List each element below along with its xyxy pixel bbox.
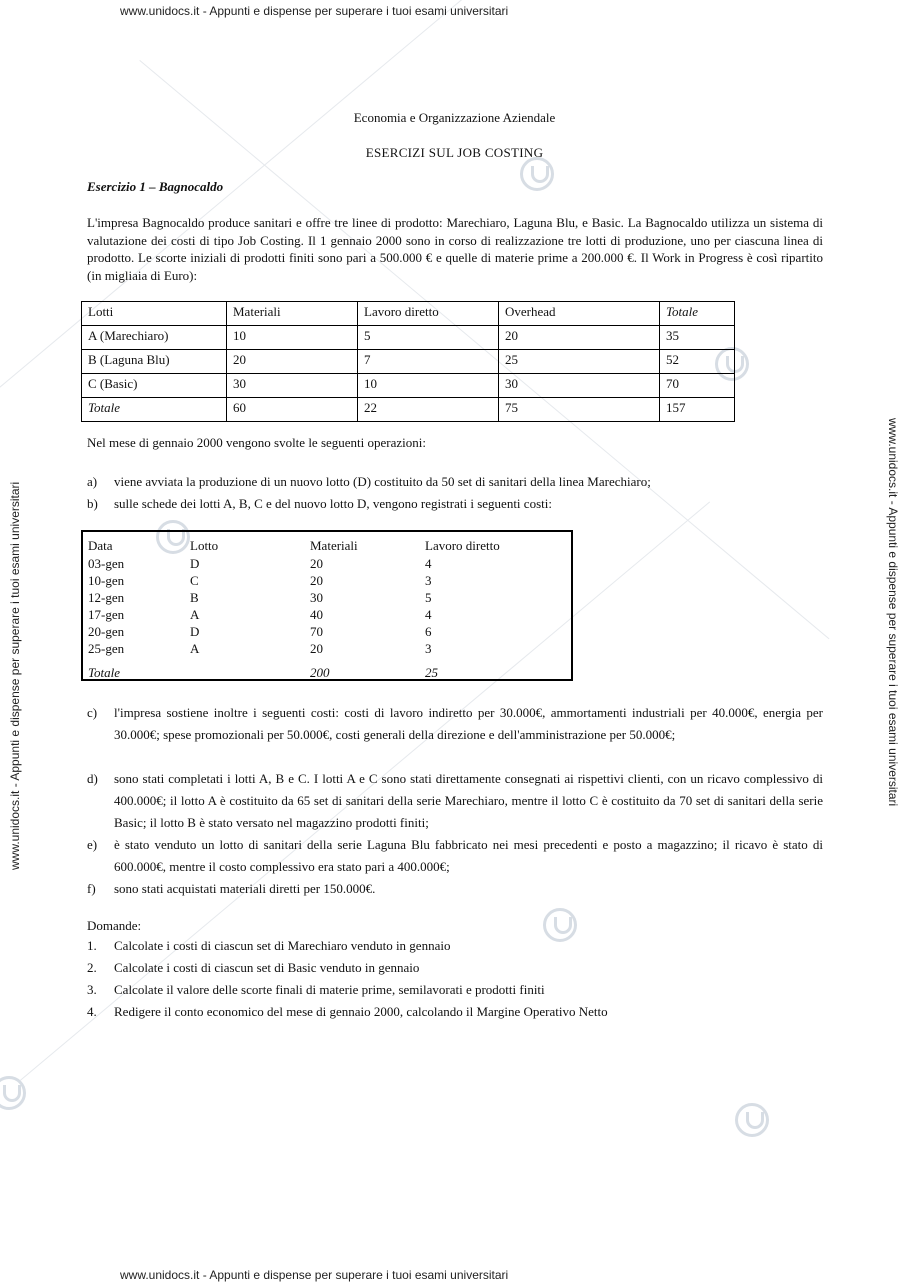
table-cell: 70: [660, 374, 735, 398]
question-number: 4.: [87, 1004, 97, 1019]
table-cell: 10: [358, 374, 499, 398]
table-cell: 10: [227, 326, 358, 350]
header-cell: Lotti: [82, 302, 227, 326]
question-text: Redigere il conto economico del mese di gennaio 2000, calcolando il Margine Operativo Netto: [114, 1004, 608, 1019]
table-row: [82, 374, 735, 398]
table-cell: 20-gen: [88, 624, 125, 639]
table-cell: 60: [227, 398, 358, 422]
table-cell: 75: [499, 398, 660, 422]
table-cell: 4: [425, 607, 432, 622]
header-cell: Lotto: [190, 538, 219, 553]
table-row: [83, 590, 571, 607]
list-item-text: è stato venduto un lotto di sanitari della serie Laguna Blu fabbricato nei mesi precedenti e posto a magazzino; il ricavo è stato di 600.000€, mentre il costo complessivo era stato pari a 400.000€;: [114, 837, 823, 874]
table-cell: 4: [425, 556, 432, 571]
list-item-text: l'impresa sostiene inoltre i seguenti costi: costi di lavoro indiretto per 30.000€, ammortamenti industriali per 40.000€, energia per 30.000€; spese promozionali per 50.000€, costi generali della direzione e dell'amministrazione per 50.000€;: [114, 705, 823, 742]
questions-heading: Domande:: [87, 918, 142, 933]
watermark-logo-icon: [735, 1103, 769, 1137]
table-cell: 35: [660, 326, 735, 350]
list-item-text: sono stati completati i lotti A, B e C. I lotti A e C sono stati direttamente consegnati ai rispettivi clienti, con un ricavo complessivo di 400.000€; il lotto A è costituito da 65 set di sanitari della serie Marechiaro, mentre il lotto C è costituito da 70 set di sanitari della serie Basic; il lotto B è stato versato nel magazzino prodotti finiti;: [114, 771, 823, 830]
table-cell: 25: [425, 665, 438, 680]
page-title: ESERCIZI SUL JOB COSTING: [365, 145, 544, 160]
table-cell: 10-gen: [88, 573, 125, 588]
table-cell: A (Marechiaro): [82, 326, 227, 350]
table-cell: 22: [358, 398, 499, 422]
table-cell: 20: [227, 350, 358, 374]
header-cell: Materiali: [227, 302, 358, 326]
table-cell: 6: [425, 624, 432, 639]
list-item-label: a): [87, 474, 98, 489]
table-cell: 3: [425, 573, 432, 588]
table-cell: 3: [425, 641, 432, 656]
table-cell: 03-gen: [88, 556, 125, 571]
header-cell: Lavoro diretto: [425, 538, 500, 553]
cost-table: [81, 530, 573, 681]
table-cell: D: [190, 556, 200, 571]
table-cell: 20: [310, 556, 323, 571]
table-row: [83, 641, 571, 658]
table-cell: A: [190, 641, 200, 656]
header-cell: Lavoro diretto: [358, 302, 499, 326]
table-cell: 17-gen: [88, 607, 125, 622]
question-text: Calcolate i costi di ciascun set di Basic venduto in gennaio: [114, 960, 420, 975]
table-cell: A: [190, 607, 200, 622]
header-cell: Overhead: [499, 302, 660, 326]
watermark-logo-icon: [0, 1076, 26, 1110]
table-cell: 5: [425, 590, 432, 605]
table-cell: 200: [310, 665, 330, 680]
table-cell: D: [190, 624, 200, 639]
table-cell: 157: [660, 398, 735, 422]
question-number: 2.: [87, 960, 97, 975]
table-row: [83, 607, 571, 624]
table-cell: 52: [660, 350, 735, 374]
watermark-top: www.unidocs.it - Appunti e dispense per superare i tuoi esami universitari: [120, 4, 509, 18]
table-cell: 20: [310, 641, 323, 656]
list-item-text: viene avviata la produzione di un nuovo lotto (D) costituito da 50 set di sanitari della linea Marechiaro;: [114, 474, 651, 489]
table-cell: 20: [499, 326, 660, 350]
table-cell: C (Basic): [82, 374, 227, 398]
exercise-title: Esercizio 1 – Bagnocaldo: [87, 179, 224, 194]
table-cell: B (Laguna Blu): [82, 350, 227, 374]
table-cell: 40: [310, 607, 323, 622]
wip-table: [81, 301, 735, 422]
header-cell: Materiali: [310, 538, 358, 553]
table-row: [83, 624, 571, 641]
table-cell: 30: [227, 374, 358, 398]
watermark-bottom: www.unidocs.it - Appunti e dispense per superare i tuoi esami universitari: [120, 1268, 509, 1282]
table-total-row: [83, 665, 571, 682]
table-cell: Totale: [88, 665, 121, 680]
list-item-text: sulle schede dei lotti A, B, C e del nuovo lotto D, vengono registrati i seguenti costi:: [114, 496, 552, 511]
table-cell: B: [190, 590, 199, 605]
table-header-row: [82, 302, 735, 326]
watermark-logo-icon: [520, 157, 554, 191]
table-cell: 70: [310, 624, 323, 639]
question-text: Calcolate i costi di ciascun set di Marechiaro venduto in gennaio: [114, 938, 451, 953]
table-row: [82, 350, 735, 374]
table-cell: 30: [499, 374, 660, 398]
header-cell: Data: [88, 538, 113, 553]
table-cell: 30: [310, 590, 323, 605]
list-item-label: f): [87, 881, 96, 896]
table-cell: 25-gen: [88, 641, 125, 656]
list-item-label: c): [87, 705, 98, 720]
watermark-logo-icon: [543, 908, 577, 942]
operations-intro: Nel mese di gennaio 2000 vengono svolte le seguenti operazioni:: [87, 435, 426, 450]
table-row: [83, 573, 571, 590]
table-cell: C: [190, 573, 199, 588]
table-row: [82, 326, 735, 350]
header-cell: Totale: [660, 302, 735, 326]
table-cell: 20: [310, 573, 323, 588]
list-item-label: e): [87, 837, 98, 852]
watermark-left: www.unidocs.it - Appunti e dispense per superare i tuoi esami universitari: [8, 481, 22, 870]
table-cell: 5: [358, 326, 499, 350]
table-cell: 12-gen: [88, 590, 125, 605]
table-cell: 25: [499, 350, 660, 374]
table-row: [83, 556, 571, 573]
question-number: 3.: [87, 982, 97, 997]
list-item-label: b): [87, 496, 98, 511]
table-cell: Totale: [82, 398, 227, 422]
table-cell: 7: [358, 350, 499, 374]
table-header-row: [83, 538, 571, 555]
watermark-right: www.unidocs.it - Appunti e dispense per superare i tuoi esami universitari: [886, 418, 900, 807]
course-title: Economia e Organizzazione Aziendale: [353, 110, 556, 125]
table-total-row: [82, 398, 735, 422]
list-item-label: d): [87, 771, 98, 786]
list-item-text: sono stati acquistati materiali diretti per 150.000€.: [114, 881, 376, 896]
question-number: 1.: [87, 938, 97, 953]
question-text: Calcolate il valore delle scorte finali di materie prime, semilavorati e prodotti finiti: [114, 982, 545, 997]
intro-paragraph: L'impresa Bagnocaldo produce sanitari e offre tre linee di prodotto: Marechiaro, Laguna Blu, e Basic. La Bagnocaldo utilizza un sistema di valutazione dei costi di tipo Job Costing. Il 1 gennaio 2000 sono in corso di realizzazione tre lotti di produzione, uno per ciascuna linea di prodotto. Le scorte iniziali di prodotti finiti sono pari a 500.000 € e quelle di materie prime a 200.000 €. Il Work in Progress è così ripartito (in migliaia di Euro):: [87, 215, 823, 283]
